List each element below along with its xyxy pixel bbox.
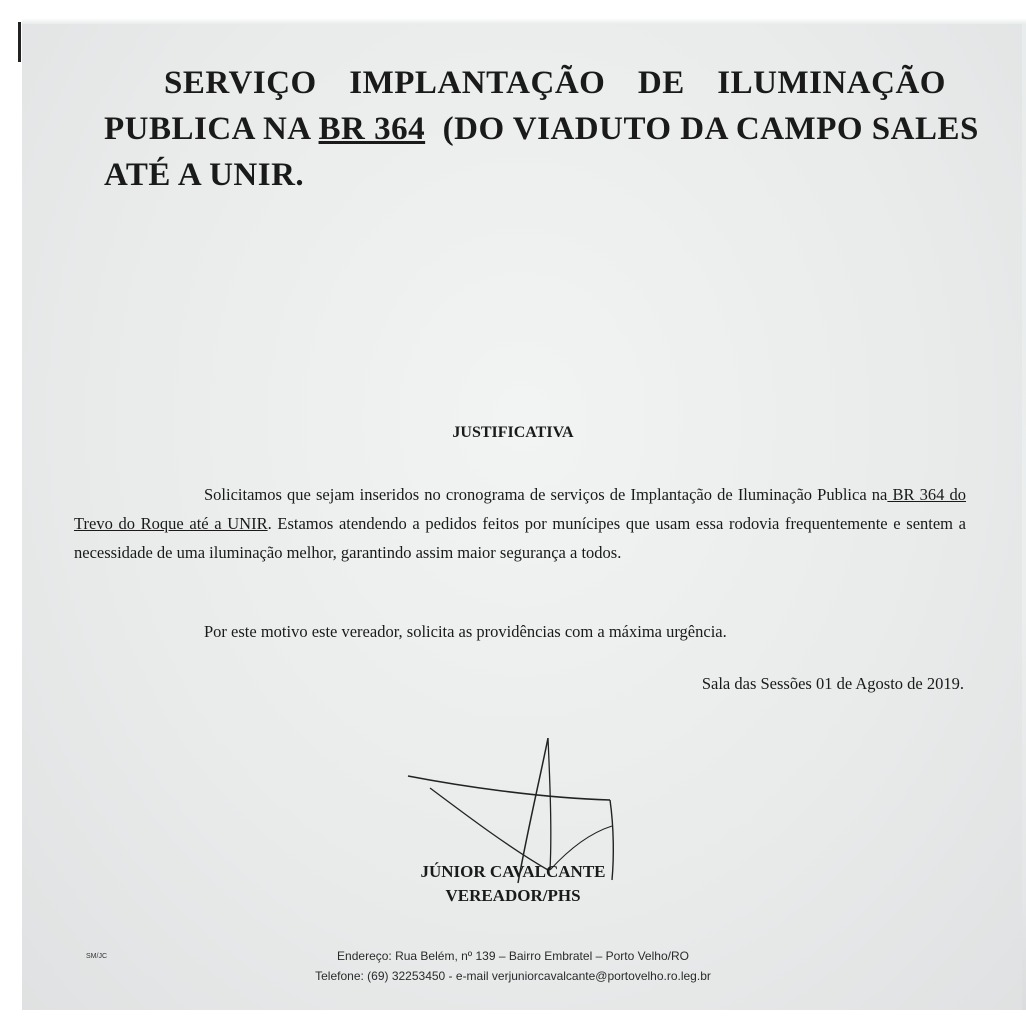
paragraph-1-highway: BR 364 do Trevo do Roque até a UNIR bbox=[74, 485, 966, 533]
bottom-strip bbox=[0, 1010, 1026, 1034]
title-word-4: ILUMINAÇÃO bbox=[717, 65, 946, 101]
signatory-name: JÚNIOR CAVALCANTE bbox=[420, 862, 606, 881]
title-highway: BR 364 bbox=[318, 111, 426, 147]
justification-paragraph-2: Por este motivo este vereador, solicita as providências com a máxima urgência. bbox=[204, 622, 727, 641]
justification-paragraph-1 bbox=[74, 480, 966, 567]
signatory-role: VEREADOR/PHS bbox=[445, 886, 581, 905]
title-line-1 bbox=[104, 60, 946, 106]
title-word-3: DE bbox=[637, 65, 685, 101]
title-line-2-suffix: (DO VIADUTO DA CAMPO SALES bbox=[425, 111, 979, 147]
footer bbox=[0, 946, 1026, 986]
title-line-2 bbox=[104, 106, 979, 152]
footer-contact: Telefone: (69) 32253450 - e-mail verjuniorcavalcante@portovelho.ro.leg.br bbox=[315, 969, 711, 983]
title-line-3: ATÉ A UNIR. bbox=[104, 157, 305, 193]
title-word-2: IMPLANTAÇÃO bbox=[349, 65, 606, 101]
title-word-1: SERVIÇO bbox=[164, 65, 317, 101]
document-title bbox=[104, 60, 979, 198]
title-line-2-prefix: PUBLICA NA bbox=[104, 111, 319, 147]
footer-code: SM/JC bbox=[86, 953, 107, 960]
session-date-line: Sala das Sessões 01 de Agosto de 2019. bbox=[701, 674, 964, 693]
justification-heading: JUSTIFICATIVA bbox=[452, 424, 574, 441]
footer-address: Endereço: Rua Belém, nº 139 – Bairro Embratel – Porto Velho/RO bbox=[337, 949, 689, 963]
paragraph-1-end: . Estamos atendendo a pedidos feitos por munícipes que usam essa rodovia frequentemente e sentem a necessidade de uma iluminação melhor, garantindo assim maior segurança a todos. bbox=[74, 514, 966, 562]
paragraph-1-start: Solicitamos que sejam inseridos no cronograma de serviços de Implantação de Iluminação Publica na bbox=[204, 485, 888, 504]
left-edge-mark bbox=[18, 22, 21, 62]
